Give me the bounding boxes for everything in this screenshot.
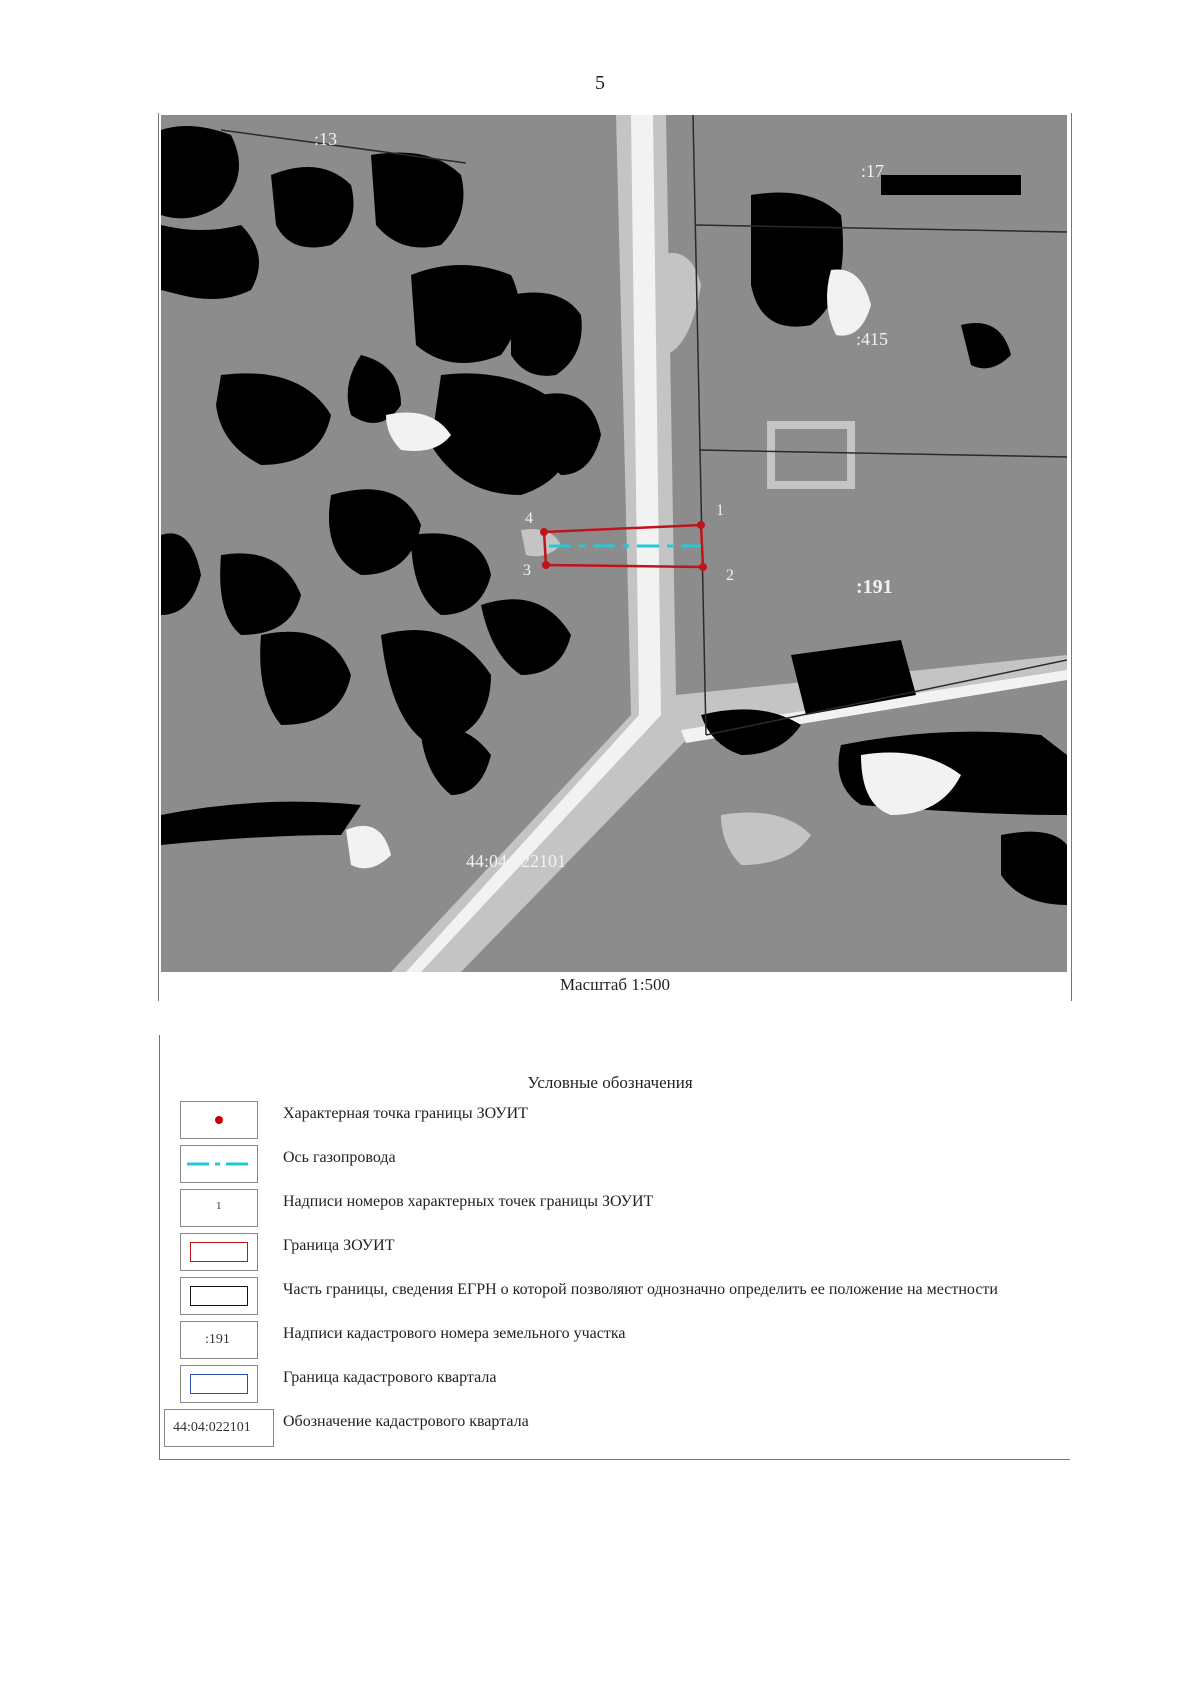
- parcel-label-13: :13: [314, 129, 338, 149]
- zouit-point-1: [697, 521, 705, 529]
- point-label-4: 4: [525, 510, 533, 527]
- legend-text: Надписи номеров характерных точек границы ЗОУИТ: [283, 1193, 654, 1210]
- page-number: 5: [595, 72, 605, 94]
- legend-title: Условные обозначения: [527, 1073, 693, 1092]
- zouit-point-3: [542, 561, 550, 569]
- legend-symbol: [180, 1145, 258, 1183]
- zouit-point-2: [699, 563, 707, 571]
- legend-text: Часть границы, сведения ЕГРН о которой позволяют однозначно определить ее положение на местности: [283, 1281, 998, 1298]
- red-rectangle-icon: [190, 1242, 248, 1262]
- point-number-sample: 1: [216, 1200, 222, 1212]
- legend: [159, 1035, 1070, 1460]
- map-shape: [881, 175, 1021, 195]
- parcel-label-17: :17: [861, 161, 885, 181]
- map-frame: [158, 113, 1072, 1001]
- point-label-1: 1: [716, 502, 724, 519]
- legend-text: Граница кадастрового квартала: [283, 1369, 497, 1386]
- map-scale: Масштаб 1:500: [559, 975, 671, 994]
- map-shape: [271, 167, 354, 248]
- orthophoto-map[interactable]: [161, 115, 1067, 972]
- legend-text: Характерная точка границы ЗОУИТ: [283, 1105, 528, 1122]
- legend-text: Обозначение кадастрового квартала: [283, 1413, 529, 1430]
- zouit-point-4: [540, 528, 548, 536]
- legend-symbol: [164, 1409, 274, 1447]
- cyan-dashed-line-icon: [181, 1146, 257, 1182]
- red-dot-icon: [215, 1116, 223, 1124]
- legend-text: Граница ЗОУИТ: [283, 1237, 395, 1254]
- map-shape: [371, 153, 464, 248]
- parcel-label-415: :415: [856, 329, 889, 349]
- legend-text: Надписи кадастрового номера земельного участка: [283, 1325, 626, 1342]
- quarter-label: 44:04:022101: [466, 851, 567, 871]
- legend-symbol: [180, 1233, 258, 1271]
- parcel-number-sample: :191: [205, 1332, 230, 1347]
- point-label-2: 2: [726, 567, 734, 584]
- legend-text: Ось газопровода: [283, 1149, 396, 1166]
- black-rectangle-icon: [190, 1286, 248, 1306]
- map-shape: [161, 225, 259, 299]
- legend-symbol: [180, 1101, 258, 1139]
- blue-rectangle-icon: [190, 1374, 248, 1394]
- legend-symbol: [180, 1321, 258, 1359]
- quarter-number-sample: 44:04:022101: [173, 1420, 251, 1435]
- legend-symbol: [180, 1365, 258, 1403]
- parcel-label-191: :191: [856, 576, 893, 598]
- legend-symbol: [180, 1277, 258, 1315]
- legend-symbol: [180, 1189, 258, 1227]
- map-shape: [411, 265, 519, 363]
- point-label-3: 3: [523, 562, 531, 579]
